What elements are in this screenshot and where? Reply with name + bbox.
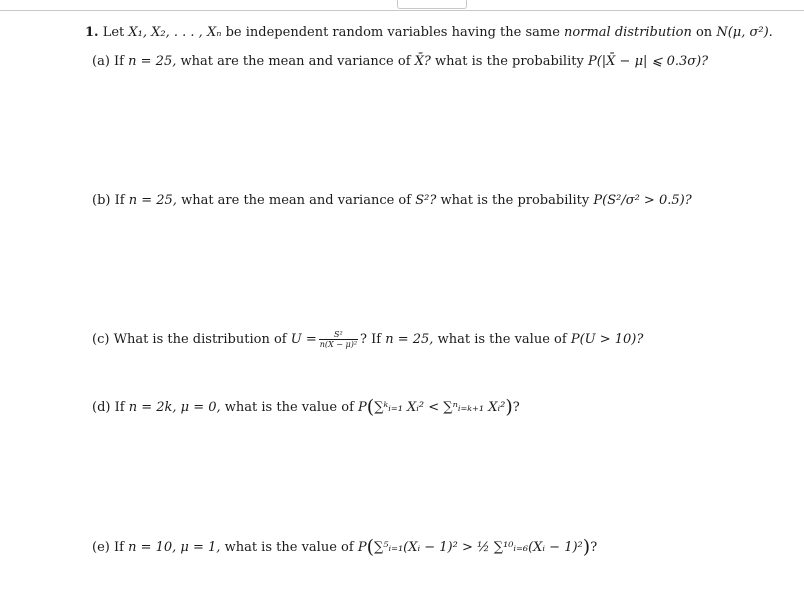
intro-law: N(μ, σ²). (716, 25, 773, 40)
part-b (92, 192, 692, 210)
part-b-prob: P(S²/σ² > 0.5)? (593, 193, 692, 208)
part-b-label: (b) (92, 193, 111, 208)
part-d-p: P (358, 400, 367, 415)
intro-prefix: Let (102, 25, 125, 40)
part-c-text-1: What is the distribution of (113, 332, 287, 347)
part-a-text-3: what is the probability (435, 54, 584, 69)
problem-statement (85, 24, 773, 42)
part-a-prob: P(|X̄ − μ| ⩽ 0.3σ)? (587, 54, 709, 69)
part-c-text-3: what is the value of (437, 332, 567, 347)
part-c-prob: P(U > 10)? (570, 332, 644, 347)
part-b-stat: S²? (415, 193, 437, 208)
part-a-stat: X̄? (414, 54, 431, 69)
part-d-cond: n = 2k, μ = 0, (128, 400, 221, 415)
problem-number: 1. (85, 25, 99, 40)
part-e-text-1: If (113, 540, 124, 555)
part-d (92, 398, 520, 417)
part-d-close-paren: ) (505, 396, 513, 418)
part-c-fraction (319, 330, 358, 349)
intro-dist: normal distribution (564, 25, 692, 40)
part-e-end: ? (590, 540, 598, 555)
part-d-open-paren: ( (366, 396, 375, 418)
part-d-label: (d) (92, 400, 111, 415)
intro-vars: X₁, X₂, . . . , Xₙ (128, 25, 222, 40)
part-d-text-2: what is the value of (224, 400, 354, 415)
part-d-expr: ∑ᵏᵢ₌₁ Xᵢ² < ∑ⁿᵢ₌ₖ₊₁ Xᵢ² (374, 400, 506, 415)
part-e-text-2: what is the value of (224, 540, 354, 555)
page-tab (397, 0, 467, 9)
part-e-p: P (357, 540, 367, 555)
part-c-text-2: ? If (360, 332, 382, 347)
part-b-text-3: what is the probability (440, 193, 590, 208)
part-e-open-paren: ( (366, 536, 374, 558)
intro-mid: be independent random variables having the same (225, 25, 560, 40)
part-d-end: ? (512, 400, 520, 415)
part-c-frac-den: n(X̄ − μ)² (319, 340, 358, 349)
part-c-frac-num: S² (334, 330, 343, 339)
part-a-text-1: If (114, 54, 124, 69)
part-c-label: (c) (92, 332, 110, 347)
part-e-close-paren: ) (582, 536, 591, 558)
part-b-cond: n = 25, (128, 193, 177, 208)
part-c-lhs: U = (290, 332, 317, 347)
intro-on: on (695, 25, 713, 40)
part-a-cond: n = 25, (128, 54, 177, 69)
part-d-text-1: If (114, 400, 125, 415)
part-e (92, 538, 597, 557)
part-b-text-1: If (114, 193, 125, 208)
part-e-cond: n = 10, μ = 1, (128, 540, 221, 555)
top-divider (0, 10, 804, 11)
part-b-text-2: what are the mean and variance of (181, 193, 412, 208)
part-c (92, 330, 643, 349)
part-e-expr: ∑⁵ᵢ₌₁(Xᵢ − 1)² > ½ ∑¹⁰ᵢ₌₆(Xᵢ − 1)² (373, 540, 583, 555)
part-a (92, 53, 708, 71)
part-a-text-2: what are the mean and variance of (180, 54, 411, 69)
part-c-cond: n = 25, (385, 332, 434, 347)
part-a-label: (a) (92, 54, 110, 69)
part-e-label: (e) (92, 540, 110, 555)
